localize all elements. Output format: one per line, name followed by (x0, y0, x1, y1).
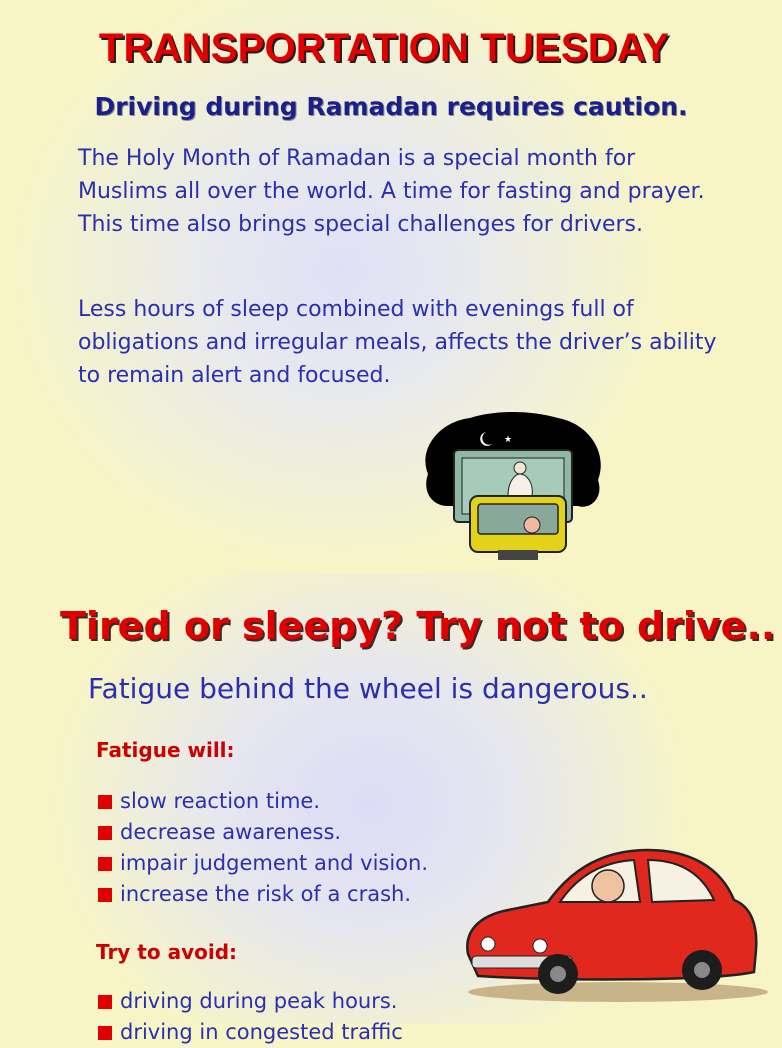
slide-fatigue (0, 574, 776, 1044)
square-bullet-icon (98, 826, 112, 840)
square-bullet-icon (98, 995, 112, 1009)
list-item: increase the risk of a crash. (98, 879, 428, 910)
car-shadow (468, 982, 768, 1002)
fatigue-list (98, 786, 428, 910)
list-item: driving in congested traffic (98, 1017, 403, 1048)
driver-head (592, 870, 624, 902)
slide-subtitle: Fatigue behind the wheel is dangerous.. (88, 672, 648, 705)
paragraph-sleep-effects: Less hours of sleep combined with evenings full of obligations and irregular meals, affects the driver’s ability to remain alert and focused. (78, 297, 717, 388)
list-item: slow reaction time. (98, 786, 428, 817)
slide-title: TRANSPORTATION TUESDAY (98, 26, 670, 70)
truck-windshield (478, 504, 558, 534)
star-icon: ★ (504, 435, 513, 445)
avoid-list (98, 986, 403, 1048)
avoid-heading: Try to avoid: (96, 940, 238, 964)
square-bullet-icon (98, 1026, 112, 1040)
truck-grille (498, 550, 538, 560)
slide-title: Tired or sleepy? Try not to drive.. (60, 604, 776, 648)
list-item: decrease awareness. (98, 817, 428, 848)
red-car-illustration (458, 844, 768, 1004)
list-item: impair judgement and vision. (98, 848, 428, 879)
slide-divider (0, 560, 768, 574)
fatigue-heading: Fatigue will: (96, 738, 235, 762)
square-bullet-icon (98, 795, 112, 809)
driver-head (524, 517, 540, 533)
square-bullet-icon (98, 857, 112, 871)
slide-subtitle: Driving during Ramadan requires caution. (94, 92, 688, 121)
car-headlight (533, 939, 547, 953)
car-headlight (481, 937, 495, 951)
list-item: driving during peak hours. (98, 986, 403, 1017)
square-bullet-icon (98, 888, 112, 902)
paragraph-ramadan-intro: The Holy Month of Ramadan is a special month for Muslims all over the world. A time for fasting and prayer. This time also brings special challenges for drivers. (78, 146, 705, 237)
passenger-head (514, 462, 526, 474)
truck-night-illustration (418, 410, 604, 560)
